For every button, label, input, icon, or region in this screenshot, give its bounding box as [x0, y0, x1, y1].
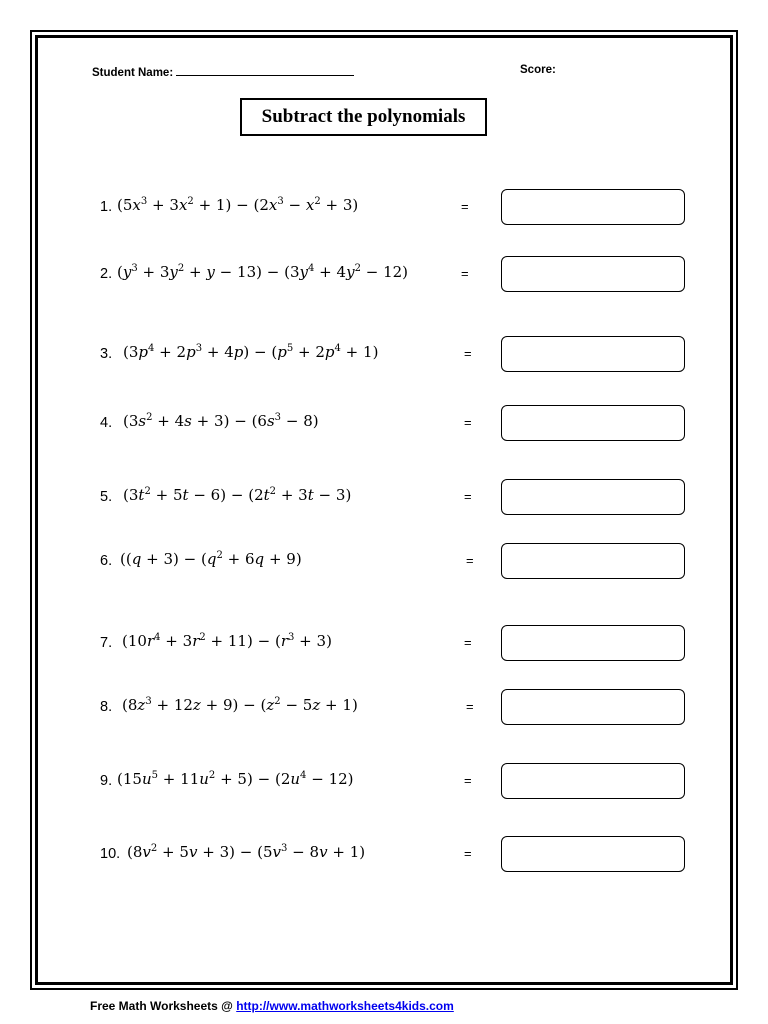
- problem-number: 9.: [100, 773, 113, 789]
- problem-row: [0, 189, 768, 225]
- student-name-blank: [176, 64, 354, 76]
- equals-sign: =: [464, 635, 472, 650]
- problem-number: 7.: [100, 635, 113, 651]
- answer-box[interactable]: [501, 336, 685, 372]
- problem-number: 5.: [100, 489, 113, 505]
- equals-sign: =: [464, 846, 472, 861]
- equals-sign: =: [466, 699, 474, 714]
- worksheet-title: Subtract the polynomials: [240, 98, 487, 136]
- problem-row: [0, 405, 768, 441]
- answer-box[interactable]: [501, 479, 685, 515]
- problem-row: [0, 256, 768, 292]
- footer-link[interactable]: http://www.mathworksheets4kids.com: [236, 999, 454, 1013]
- problem-expression: ($(q + 3) - (q^2 + 6q + 9)$: [120, 550, 302, 568]
- problem-expression: $(8z^3 + 12z + 9) - (z^2 - 5z + 1)$: [122, 696, 358, 714]
- problem-expression: $(5x^3 + 3x^2 + 1) - (2x^3 - x^2 + 3)$: [117, 196, 359, 214]
- problem-number: 8.: [100, 699, 113, 715]
- problem-row: [0, 625, 768, 661]
- equals-sign: =: [461, 266, 469, 281]
- answer-box[interactable]: [501, 625, 685, 661]
- problem-row: [0, 689, 768, 725]
- answer-box[interactable]: [501, 405, 685, 441]
- problem-expression: $(15u^5 + 11u^2 + 5) - (2u^4 - 12)$: [117, 770, 354, 788]
- equals-sign: =: [464, 773, 472, 788]
- problem-expression: $(3s^2 + 4s + 3) - (6s^3 - 8)$: [123, 412, 319, 430]
- student-name-field: [92, 64, 354, 79]
- problem-number: 3.: [100, 346, 113, 362]
- answer-box[interactable]: [501, 543, 685, 579]
- problem-expression: $(y^3 + 3y^2 + y - 13) - (3y^4 + 4y^2 - 12)$: [117, 263, 409, 281]
- problem-row: [0, 336, 768, 372]
- answer-box[interactable]: [501, 689, 685, 725]
- problem-number: 10.: [100, 846, 121, 862]
- problem-number: 2.: [100, 266, 113, 282]
- problem-expression: $(8v^2 + 5v + 3) - (5v^3 - 8v + 1)$: [127, 843, 366, 861]
- equals-sign: =: [464, 489, 472, 504]
- equals-sign: =: [461, 199, 469, 214]
- footer-text: Free Math Worksheets @: [90, 999, 233, 1013]
- answer-box[interactable]: [501, 763, 685, 799]
- problem-expression: $(3t^2 + 5t - 6) - (2t^2 + 3t - 3)$: [123, 486, 352, 504]
- problem-row: [0, 763, 768, 799]
- equals-sign: =: [464, 346, 472, 361]
- equals-sign: =: [464, 415, 472, 430]
- student-name-label: Student Name:: [92, 67, 174, 79]
- answer-box[interactable]: [501, 189, 685, 225]
- answer-box[interactable]: [501, 836, 685, 872]
- problem-number: 4.: [100, 415, 113, 431]
- answer-box[interactable]: [501, 256, 685, 292]
- problem-expression: $(3p^4 + 2p^3 + 4p) - (p^5 + 2p^4 + 1)$: [123, 343, 379, 361]
- footer: [90, 999, 454, 1013]
- problem-row: [0, 543, 768, 579]
- problem-row: [0, 479, 768, 515]
- problem-expression: $(10r^4 + 3r^2 + 11) - (r^3 + 3)$: [122, 632, 332, 650]
- equals-sign: =: [466, 553, 474, 568]
- problem-row: [0, 836, 768, 872]
- problem-number: 6.: [100, 553, 113, 569]
- score-label: Score:: [520, 64, 556, 76]
- problem-number: 1.: [100, 199, 113, 215]
